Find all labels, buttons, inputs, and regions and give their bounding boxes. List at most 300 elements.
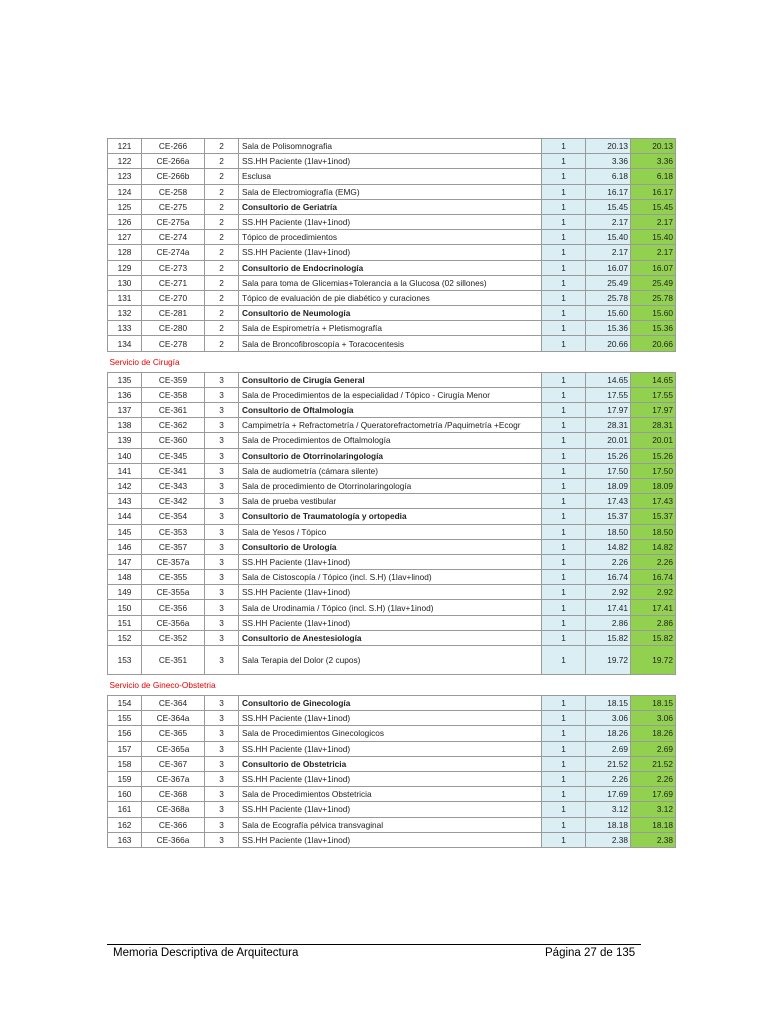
unit-area-cell: 16.74 — [586, 570, 631, 585]
room-code-cell: CE-356 — [142, 600, 205, 615]
unit-area-cell: 25.49 — [586, 275, 631, 290]
level-cell: 2 — [205, 245, 239, 260]
room-code-cell: CE-357 — [142, 539, 205, 554]
quantity-cell: 1 — [542, 741, 586, 756]
room-description-cell: SS.HH Paciente (1lav+1inod) — [239, 615, 542, 630]
row-number-cell: 142 — [108, 478, 142, 493]
unit-area-cell: 18.15 — [586, 696, 631, 711]
unit-area-cell: 17.55 — [586, 387, 631, 402]
unit-area-cell: 17.97 — [586, 403, 631, 418]
room-description-cell: Consultorio de Geriatría — [239, 199, 542, 214]
table-row — [108, 509, 676, 524]
row-number-cell: 163 — [108, 832, 142, 847]
table-row — [108, 711, 676, 726]
level-cell: 3 — [205, 554, 239, 569]
unit-area-cell: 18.18 — [586, 817, 631, 832]
unit-area-cell: 6.18 — [586, 169, 631, 184]
total-area-cell: 2.17 — [631, 245, 676, 260]
room-description-cell: Esclusa — [239, 169, 542, 184]
table-row — [108, 817, 676, 832]
table-row — [108, 524, 676, 539]
row-number-cell: 157 — [108, 741, 142, 756]
quantity-cell: 1 — [542, 139, 586, 154]
table-row — [108, 387, 676, 402]
total-area-cell: 25.49 — [631, 275, 676, 290]
room-code-cell: CE-355a — [142, 585, 205, 600]
quantity-cell: 1 — [542, 802, 586, 817]
room-code-cell: CE-275 — [142, 199, 205, 214]
unit-area-cell: 17.69 — [586, 787, 631, 802]
room-code-cell: CE-273 — [142, 260, 205, 275]
room-description-cell: Tópico de procedimientos — [239, 230, 542, 245]
section-header-row — [108, 675, 676, 696]
room-code-cell: CE-358 — [142, 387, 205, 402]
total-area-cell: 3.36 — [631, 154, 676, 169]
total-area-cell: 16.17 — [631, 184, 676, 199]
table-row — [108, 199, 676, 214]
row-number-cell: 121 — [108, 139, 142, 154]
table-row — [108, 169, 676, 184]
row-number-cell: 146 — [108, 539, 142, 554]
row-number-cell: 162 — [108, 817, 142, 832]
quantity-cell: 1 — [542, 336, 586, 351]
total-area-cell: 3.06 — [631, 711, 676, 726]
level-cell: 2 — [205, 214, 239, 229]
quantity-cell: 1 — [542, 418, 586, 433]
table-row — [108, 230, 676, 245]
quantity-cell: 1 — [542, 554, 586, 569]
area-table — [107, 138, 676, 848]
total-area-cell: 17.97 — [631, 403, 676, 418]
level-cell: 3 — [205, 403, 239, 418]
total-area-cell: 20.01 — [631, 433, 676, 448]
level-cell: 2 — [205, 336, 239, 351]
room-description-cell: SS.HH Paciente (1lav+1inod) — [239, 154, 542, 169]
total-area-cell: 2.69 — [631, 741, 676, 756]
level-cell: 3 — [205, 787, 239, 802]
table-body — [108, 139, 676, 848]
level-cell: 3 — [205, 478, 239, 493]
quantity-cell: 1 — [542, 630, 586, 645]
table-row — [108, 646, 676, 675]
room-description-cell: Consultorio de Traumatología y ortopedia — [239, 509, 542, 524]
room-description-cell: Sala de Cistoscopía / Tópico (incl. S.H) (1lav+linod) — [239, 570, 542, 585]
total-area-cell: 15.45 — [631, 199, 676, 214]
room-description-cell: Sala de Yesos / Tópico — [239, 524, 542, 539]
total-area-cell: 16.74 — [631, 570, 676, 585]
table-row — [108, 154, 676, 169]
total-area-cell: 20.13 — [631, 139, 676, 154]
unit-area-cell: 17.43 — [586, 494, 631, 509]
room-description-cell: SS.HH Paciente (1lav+1inod) — [239, 832, 542, 847]
row-number-cell: 123 — [108, 169, 142, 184]
row-number-cell: 153 — [108, 646, 142, 675]
room-description-cell: Consultorio de Endocrinología — [239, 260, 542, 275]
row-number-cell: 140 — [108, 448, 142, 463]
room-description-cell: Sala de audiometría (cámara silente) — [239, 463, 542, 478]
table-row — [108, 771, 676, 786]
row-number-cell: 137 — [108, 403, 142, 418]
level-cell: 3 — [205, 418, 239, 433]
unit-area-cell: 18.26 — [586, 726, 631, 741]
level-cell: 2 — [205, 260, 239, 275]
total-area-cell: 14.82 — [631, 539, 676, 554]
level-cell: 3 — [205, 494, 239, 509]
area-table-sheet — [107, 138, 675, 848]
table-row — [108, 756, 676, 771]
level-cell: 3 — [205, 524, 239, 539]
level-cell: 2 — [205, 139, 239, 154]
room-description-cell: SS.HH Paciente (1lav+1inod) — [239, 585, 542, 600]
unit-area-cell: 15.45 — [586, 199, 631, 214]
room-description-cell: Sala de Procedimientos de la especialidad / Tópico - Cirugía Menor — [239, 387, 542, 402]
unit-area-cell: 20.66 — [586, 336, 631, 351]
room-code-cell: CE-342 — [142, 494, 205, 509]
row-number-cell: 136 — [108, 387, 142, 402]
room-code-cell: CE-281 — [142, 306, 205, 321]
table-row — [108, 832, 676, 847]
quantity-cell: 1 — [542, 600, 586, 615]
room-description-cell: Sala de Procedimientos de Oftalmología — [239, 433, 542, 448]
row-number-cell: 155 — [108, 711, 142, 726]
table-row — [108, 336, 676, 351]
quantity-cell: 1 — [542, 787, 586, 802]
row-number-cell: 141 — [108, 463, 142, 478]
room-description-cell: Sala de Procedimientos Obstetricia — [239, 787, 542, 802]
table-row — [108, 321, 676, 336]
row-number-cell: 143 — [108, 494, 142, 509]
room-code-cell: CE-367 — [142, 756, 205, 771]
quantity-cell: 1 — [542, 570, 586, 585]
table-row — [108, 802, 676, 817]
level-cell: 3 — [205, 771, 239, 786]
table-row — [108, 372, 676, 387]
row-number-cell: 156 — [108, 726, 142, 741]
unit-area-cell: 2.26 — [586, 771, 631, 786]
row-number-cell: 144 — [108, 509, 142, 524]
room-description-cell: Tópico de evaluación de pie diabético y curaciones — [239, 290, 542, 305]
level-cell: 3 — [205, 585, 239, 600]
level-cell: 3 — [205, 832, 239, 847]
total-area-cell: 2.26 — [631, 771, 676, 786]
quantity-cell: 1 — [542, 463, 586, 478]
unit-area-cell: 15.36 — [586, 321, 631, 336]
table-row — [108, 478, 676, 493]
room-code-cell: CE-359 — [142, 372, 205, 387]
row-number-cell: 125 — [108, 199, 142, 214]
total-area-cell: 17.55 — [631, 387, 676, 402]
level-cell: 3 — [205, 741, 239, 756]
level-cell: 3 — [205, 570, 239, 585]
room-code-cell: CE-274a — [142, 245, 205, 260]
total-area-cell: 2.86 — [631, 615, 676, 630]
level-cell: 3 — [205, 802, 239, 817]
quantity-cell: 1 — [542, 169, 586, 184]
total-area-cell: 18.50 — [631, 524, 676, 539]
unit-area-cell: 15.40 — [586, 230, 631, 245]
unit-area-cell: 3.06 — [586, 711, 631, 726]
room-code-cell: CE-266 — [142, 139, 205, 154]
total-area-cell: 18.26 — [631, 726, 676, 741]
row-number-cell: 124 — [108, 184, 142, 199]
level-cell: 3 — [205, 387, 239, 402]
table-row — [108, 275, 676, 290]
room-code-cell: CE-275a — [142, 214, 205, 229]
unit-area-cell: 14.65 — [586, 372, 631, 387]
total-area-cell: 18.15 — [631, 696, 676, 711]
unit-area-cell: 17.50 — [586, 463, 631, 478]
unit-area-cell: 2.17 — [586, 214, 631, 229]
unit-area-cell: 21.52 — [586, 756, 631, 771]
row-number-cell: 151 — [108, 615, 142, 630]
footer-rule — [107, 944, 641, 945]
footer-page-number: Página 27 de 135 — [545, 947, 636, 959]
total-area-cell: 3.12 — [631, 802, 676, 817]
row-number-cell: 126 — [108, 214, 142, 229]
room-code-cell: CE-274 — [142, 230, 205, 245]
total-area-cell: 25.78 — [631, 290, 676, 305]
total-area-cell: 15.37 — [631, 509, 676, 524]
level-cell: 2 — [205, 184, 239, 199]
total-area-cell: 15.82 — [631, 630, 676, 645]
room-code-cell: CE-345 — [142, 448, 205, 463]
room-description-cell: Consultorio de Cirugía General — [239, 372, 542, 387]
room-description-cell: SS.HH Paciente (1lav+1inod) — [239, 214, 542, 229]
room-description-cell: Sala de Espirometría + Pletismografía — [239, 321, 542, 336]
row-number-cell: 134 — [108, 336, 142, 351]
total-area-cell: 21.52 — [631, 756, 676, 771]
unit-area-cell: 2.17 — [586, 245, 631, 260]
room-code-cell: CE-341 — [142, 463, 205, 478]
quantity-cell: 1 — [542, 230, 586, 245]
section-title: Servicio de Cirugía — [108, 351, 676, 372]
table-row — [108, 554, 676, 569]
section-title: Servicio de Gineco-Obstetria — [108, 675, 676, 696]
quantity-cell: 1 — [542, 726, 586, 741]
table-row — [108, 306, 676, 321]
room-description-cell: SS.HH Paciente (1lav+1inod) — [239, 771, 542, 786]
room-description-cell: SS.HH Paciente (1lav+1inod) — [239, 802, 542, 817]
unit-area-cell: 2.92 — [586, 585, 631, 600]
level-cell: 3 — [205, 600, 239, 615]
table-row — [108, 418, 676, 433]
room-code-cell: CE-266a — [142, 154, 205, 169]
quantity-cell: 1 — [542, 448, 586, 463]
total-area-cell: 15.40 — [631, 230, 676, 245]
table-row — [108, 630, 676, 645]
table-row — [108, 290, 676, 305]
table-row — [108, 184, 676, 199]
quantity-cell: 1 — [542, 372, 586, 387]
quantity-cell: 1 — [542, 756, 586, 771]
unit-area-cell: 15.60 — [586, 306, 631, 321]
row-number-cell: 135 — [108, 372, 142, 387]
quantity-cell: 1 — [542, 306, 586, 321]
room-code-cell: CE-366 — [142, 817, 205, 832]
unit-area-cell: 2.86 — [586, 615, 631, 630]
level-cell: 2 — [205, 290, 239, 305]
row-number-cell: 161 — [108, 802, 142, 817]
room-code-cell: CE-351 — [142, 646, 205, 675]
quantity-cell: 1 — [542, 260, 586, 275]
row-number-cell: 127 — [108, 230, 142, 245]
room-description-cell: Sala de Polisomnografia — [239, 139, 542, 154]
level-cell: 3 — [205, 539, 239, 554]
room-code-cell: CE-366a — [142, 832, 205, 847]
table-row — [108, 448, 676, 463]
row-number-cell: 145 — [108, 524, 142, 539]
quantity-cell: 1 — [542, 199, 586, 214]
row-number-cell: 149 — [108, 585, 142, 600]
room-description-cell: Sala de prueba vestibular — [239, 494, 542, 509]
room-description-cell: Sala de Electromiografía (EMG) — [239, 184, 542, 199]
unit-area-cell: 18.50 — [586, 524, 631, 539]
room-code-cell: CE-368 — [142, 787, 205, 802]
level-cell: 3 — [205, 756, 239, 771]
row-number-cell: 154 — [108, 696, 142, 711]
room-description-cell: SS.HH Paciente (1lav+1inod) — [239, 711, 542, 726]
level-cell: 2 — [205, 321, 239, 336]
room-description-cell: Sala de Urodinamia / Tópico (incl. S.H) (1lav+1inod) — [239, 600, 542, 615]
row-number-cell: 133 — [108, 321, 142, 336]
row-number-cell: 158 — [108, 756, 142, 771]
total-area-cell: 15.26 — [631, 448, 676, 463]
level-cell: 3 — [205, 448, 239, 463]
quantity-cell: 1 — [542, 494, 586, 509]
room-code-cell: CE-271 — [142, 275, 205, 290]
level-cell: 3 — [205, 817, 239, 832]
room-code-cell: CE-365 — [142, 726, 205, 741]
unit-area-cell: 15.37 — [586, 509, 631, 524]
unit-area-cell: 2.38 — [586, 832, 631, 847]
total-area-cell: 15.36 — [631, 321, 676, 336]
level-cell: 2 — [205, 275, 239, 290]
table-row — [108, 585, 676, 600]
quantity-cell: 1 — [542, 832, 586, 847]
room-description-cell: Consultorio de Ginecología — [239, 696, 542, 711]
total-area-cell: 6.18 — [631, 169, 676, 184]
room-code-cell: CE-352 — [142, 630, 205, 645]
room-code-cell: CE-355 — [142, 570, 205, 585]
room-code-cell: CE-353 — [142, 524, 205, 539]
unit-area-cell: 3.12 — [586, 802, 631, 817]
row-number-cell: 150 — [108, 600, 142, 615]
quantity-cell: 1 — [542, 184, 586, 199]
room-description-cell: Consultorio de Otorrinolaringología — [239, 448, 542, 463]
table-row — [108, 245, 676, 260]
row-number-cell: 147 — [108, 554, 142, 569]
quantity-cell: 1 — [542, 154, 586, 169]
row-number-cell: 132 — [108, 306, 142, 321]
total-area-cell: 2.38 — [631, 832, 676, 847]
table-row — [108, 260, 676, 275]
table-row — [108, 726, 676, 741]
total-area-cell: 2.92 — [631, 585, 676, 600]
table-row — [108, 494, 676, 509]
level-cell: 3 — [205, 630, 239, 645]
room-description-cell: SS.HH Paciente (1lav+1inod) — [239, 554, 542, 569]
quantity-cell: 1 — [542, 615, 586, 630]
level-cell: 2 — [205, 199, 239, 214]
quantity-cell: 1 — [542, 321, 586, 336]
table-row — [108, 539, 676, 554]
row-number-cell: 159 — [108, 771, 142, 786]
quantity-cell: 1 — [542, 245, 586, 260]
level-cell: 2 — [205, 230, 239, 245]
unit-area-cell: 18.09 — [586, 478, 631, 493]
room-code-cell: CE-356a — [142, 615, 205, 630]
total-area-cell: 17.50 — [631, 463, 676, 478]
quantity-cell: 1 — [542, 646, 586, 675]
quantity-cell: 1 — [542, 711, 586, 726]
total-area-cell: 20.66 — [631, 336, 676, 351]
room-code-cell: CE-360 — [142, 433, 205, 448]
total-area-cell: 14.65 — [631, 372, 676, 387]
table-row — [108, 433, 676, 448]
room-code-cell: CE-278 — [142, 336, 205, 351]
quantity-cell: 1 — [542, 403, 586, 418]
table-row — [108, 741, 676, 756]
room-description-cell: Sala de procedimiento de Otorrinolaringología — [239, 478, 542, 493]
total-area-cell: 17.69 — [631, 787, 676, 802]
table-row — [108, 214, 676, 229]
room-code-cell: CE-361 — [142, 403, 205, 418]
table-row — [108, 570, 676, 585]
quantity-cell: 1 — [542, 433, 586, 448]
room-code-cell: CE-258 — [142, 184, 205, 199]
footer-document-title: Memoria Descriptiva de Arquitectura — [113, 947, 299, 959]
row-number-cell: 131 — [108, 290, 142, 305]
room-description-cell: Consultorio de Oftalmología — [239, 403, 542, 418]
room-code-cell: CE-266b — [142, 169, 205, 184]
level-cell: 2 — [205, 306, 239, 321]
quantity-cell: 1 — [542, 585, 586, 600]
room-description-cell: Consultorio de Anestesiología — [239, 630, 542, 645]
quantity-cell: 1 — [542, 478, 586, 493]
quantity-cell: 1 — [542, 509, 586, 524]
room-description-cell: Sala para toma de Glicemias+Tolerancia a la Glucosa (02 sillones) — [239, 275, 542, 290]
room-description-cell: Campimetría + Refractometría / Queratorefractometría /Paquimetría +Ecogr — [239, 418, 542, 433]
quantity-cell: 1 — [542, 771, 586, 786]
room-code-cell: CE-367a — [142, 771, 205, 786]
quantity-cell: 1 — [542, 696, 586, 711]
quantity-cell: 1 — [542, 275, 586, 290]
total-area-cell: 17.43 — [631, 494, 676, 509]
quantity-cell: 1 — [542, 290, 586, 305]
room-code-cell: CE-270 — [142, 290, 205, 305]
table-row — [108, 600, 676, 615]
level-cell: 3 — [205, 372, 239, 387]
unit-area-cell: 2.26 — [586, 554, 631, 569]
total-area-cell: 19.72 — [631, 646, 676, 675]
table-row — [108, 139, 676, 154]
level-cell: 3 — [205, 696, 239, 711]
room-description-cell: Sala de Broncofibroscopía + Toracocentesis — [239, 336, 542, 351]
unit-area-cell: 25.78 — [586, 290, 631, 305]
table-row — [108, 696, 676, 711]
unit-area-cell: 16.07 — [586, 260, 631, 275]
section-header-row — [108, 351, 676, 372]
level-cell: 3 — [205, 509, 239, 524]
quantity-cell: 1 — [542, 214, 586, 229]
unit-area-cell: 16.17 — [586, 184, 631, 199]
level-cell: 2 — [205, 169, 239, 184]
row-number-cell: 130 — [108, 275, 142, 290]
room-code-cell: CE-280 — [142, 321, 205, 336]
room-description-cell: Sala de Procedimientos Ginecologicos — [239, 726, 542, 741]
room-code-cell: CE-343 — [142, 478, 205, 493]
quantity-cell: 1 — [542, 387, 586, 402]
